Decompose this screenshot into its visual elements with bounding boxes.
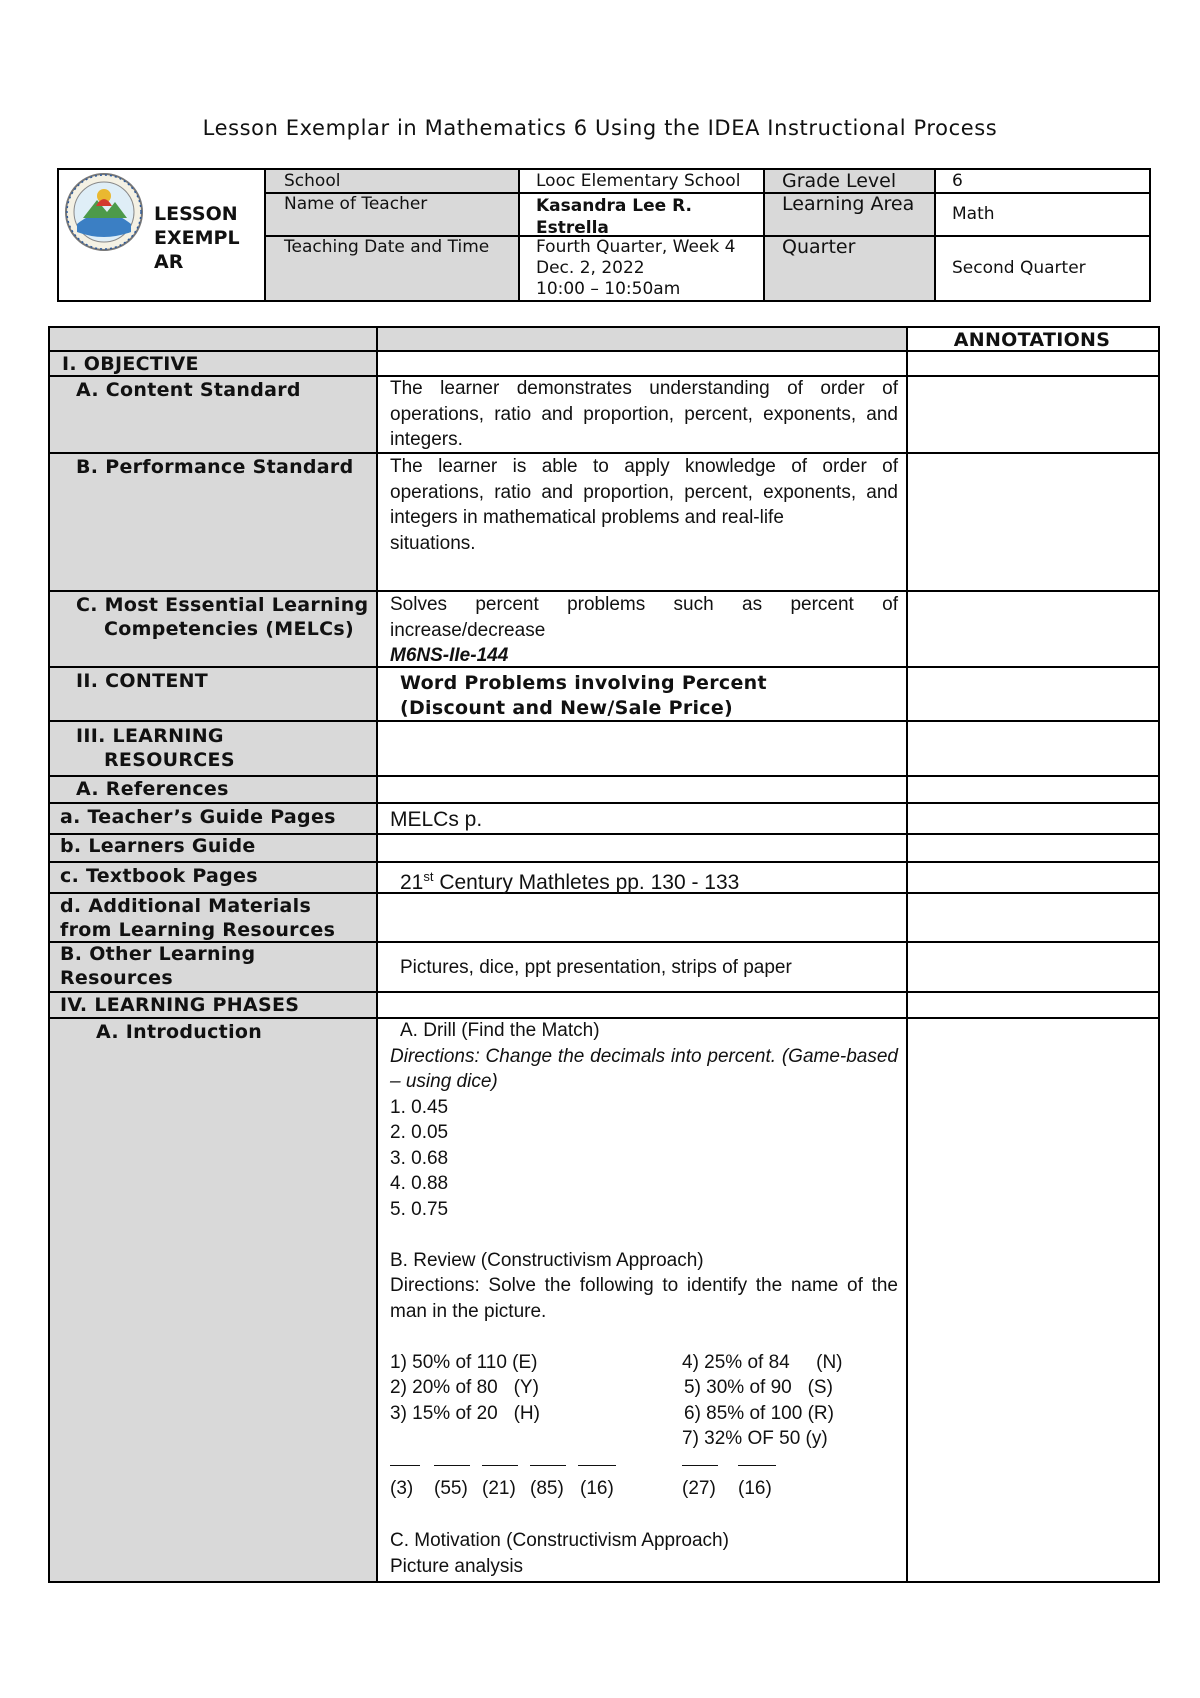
introduction-content: A. Drill (Find the Match) Directions: Change the decimals into percent. (Game-based – using dice) 1. 0.45 2. 0.05 3. 0.68 4. 0.88 5. 0.75 B. Review (Constructivism Approach) Directions: Solve the following to identify the name of the man in the picture. 1) 50% of 110 (E) 2) 20% of 80 (Y) 3) 15% of 20 (H) 4) 25% of 84 (N) 5) 30% of 90 (S) 6) 85% of 100 (R) 7) 32% OF 50 (y) (3) (55) (21) (85) (16) (27) (16) C. Motivation (Constructivism Approach) Picture analysis xyxy=(390,1020,898,1577)
lesson-table xyxy=(48,326,1160,1583)
content-text: Word Problems involving Percent (Discount and New/Sale Price) xyxy=(400,672,767,719)
drill-item: 1. 0.45 xyxy=(390,1096,449,1118)
content-standard-label: A. Content Standard xyxy=(76,379,301,401)
learning-phases-label: IV. LEARNING PHASES xyxy=(60,994,300,1016)
review-item: 3) 15% of 20 (H) xyxy=(390,1402,540,1424)
review-item: 4) 25% of 84 (N) xyxy=(682,1351,843,1373)
drill-item: 4. 0.88 xyxy=(390,1173,449,1194)
melc-label: C. Most Essential Learning Competencies (MELCs) xyxy=(76,594,369,640)
quarter-label: Quarter xyxy=(782,236,856,258)
teacher-value: Kasandra Lee R. Estrella xyxy=(536,196,692,238)
teacher-label: Name of Teacher xyxy=(284,194,428,214)
logo-label: LESSON EXEMPL AR xyxy=(154,203,240,273)
header-table xyxy=(57,168,1151,302)
grade-value: 6 xyxy=(952,171,963,191)
objective-label: I. OBJECTIVE xyxy=(62,353,199,375)
teachers-guide-value: MELCs p. xyxy=(390,808,483,831)
answer-key: (3) xyxy=(390,1477,414,1499)
review-item: 1) 50% of 110 (E) xyxy=(390,1351,538,1373)
school-label: School xyxy=(284,171,341,191)
answer-key: (16) xyxy=(580,1477,614,1499)
other-resources-value: Pictures, dice, ppt presentation, strips of paper xyxy=(400,957,792,978)
references-label: A. References xyxy=(76,778,229,800)
area-label: Learning Area xyxy=(782,193,915,215)
review-item: 2) 20% of 80 (Y) xyxy=(390,1377,539,1398)
learners-guide-label: b. Learners Guide xyxy=(60,835,256,857)
drill-item: 5. 0.75 xyxy=(390,1198,449,1220)
drill-item: 2. 0.05 xyxy=(390,1122,449,1143)
drill-item: 3. 0.68 xyxy=(390,1147,449,1169)
review-item: 7) 32% OF 50 (y) xyxy=(682,1428,828,1449)
document-title: Lesson Exemplar in Mathematics 6 Using the IDEA Instructional Process xyxy=(202,116,998,140)
date-label: Teaching Date and Time xyxy=(284,237,490,257)
school-value: Looc Elementary School xyxy=(536,171,741,191)
other-resources-label: B. Other Learning Resources xyxy=(60,943,256,989)
review-item: 5) 30% of 90 (S) xyxy=(684,1377,833,1398)
answer-key: (55) xyxy=(434,1477,468,1499)
melc-text: Solves percent problems such as percent of increase/decrease M6NS-IIe-144 xyxy=(390,594,898,666)
teachers-guide-label: a. Teacher’s Guide Pages xyxy=(60,806,336,828)
resources-label: III. LEARNING RESOURCES xyxy=(76,725,235,771)
answer-key: (27) xyxy=(682,1477,716,1499)
grade-label: Grade Level xyxy=(782,170,897,192)
annotations-header: ANNOTATIONS xyxy=(953,329,1111,351)
content-label: II. CONTENT xyxy=(76,670,209,692)
introduction-label: A. Introduction xyxy=(96,1021,263,1043)
answer-key: (21) xyxy=(482,1477,516,1499)
review-item: 6) 85% of 100 (R) xyxy=(684,1402,834,1424)
date-value: Fourth Quarter, Week 4 Dec. 2, 2022 10:00 – 10:50am xyxy=(536,237,736,299)
quarter-value: Second Quarter xyxy=(952,258,1086,278)
textbook-value: 21st Century Mathletes pp. 130 - 133 xyxy=(400,869,740,894)
performance-standard-label: B. Performance Standard xyxy=(76,456,354,478)
answer-key: (85) xyxy=(530,1477,564,1499)
content-standard-text: The learner demonstrates understanding of order of operations, ratio and proportion, percent, exponents, and integers. xyxy=(390,378,898,450)
textbook-label: c. Textbook Pages xyxy=(60,865,258,887)
answer-key: (16) xyxy=(738,1477,772,1499)
answer-blanks xyxy=(390,1452,898,1503)
performance-standard-text: The learner is able to apply knowledge of order of operations, ratio and proportion, percent, exponents, and integers in mathematical problems and real-life situations. xyxy=(390,456,898,554)
area-value: Math xyxy=(952,204,995,224)
school-logo xyxy=(63,172,145,252)
additional-materials-label: d. Additional Materials from Learning Resources xyxy=(60,895,336,941)
